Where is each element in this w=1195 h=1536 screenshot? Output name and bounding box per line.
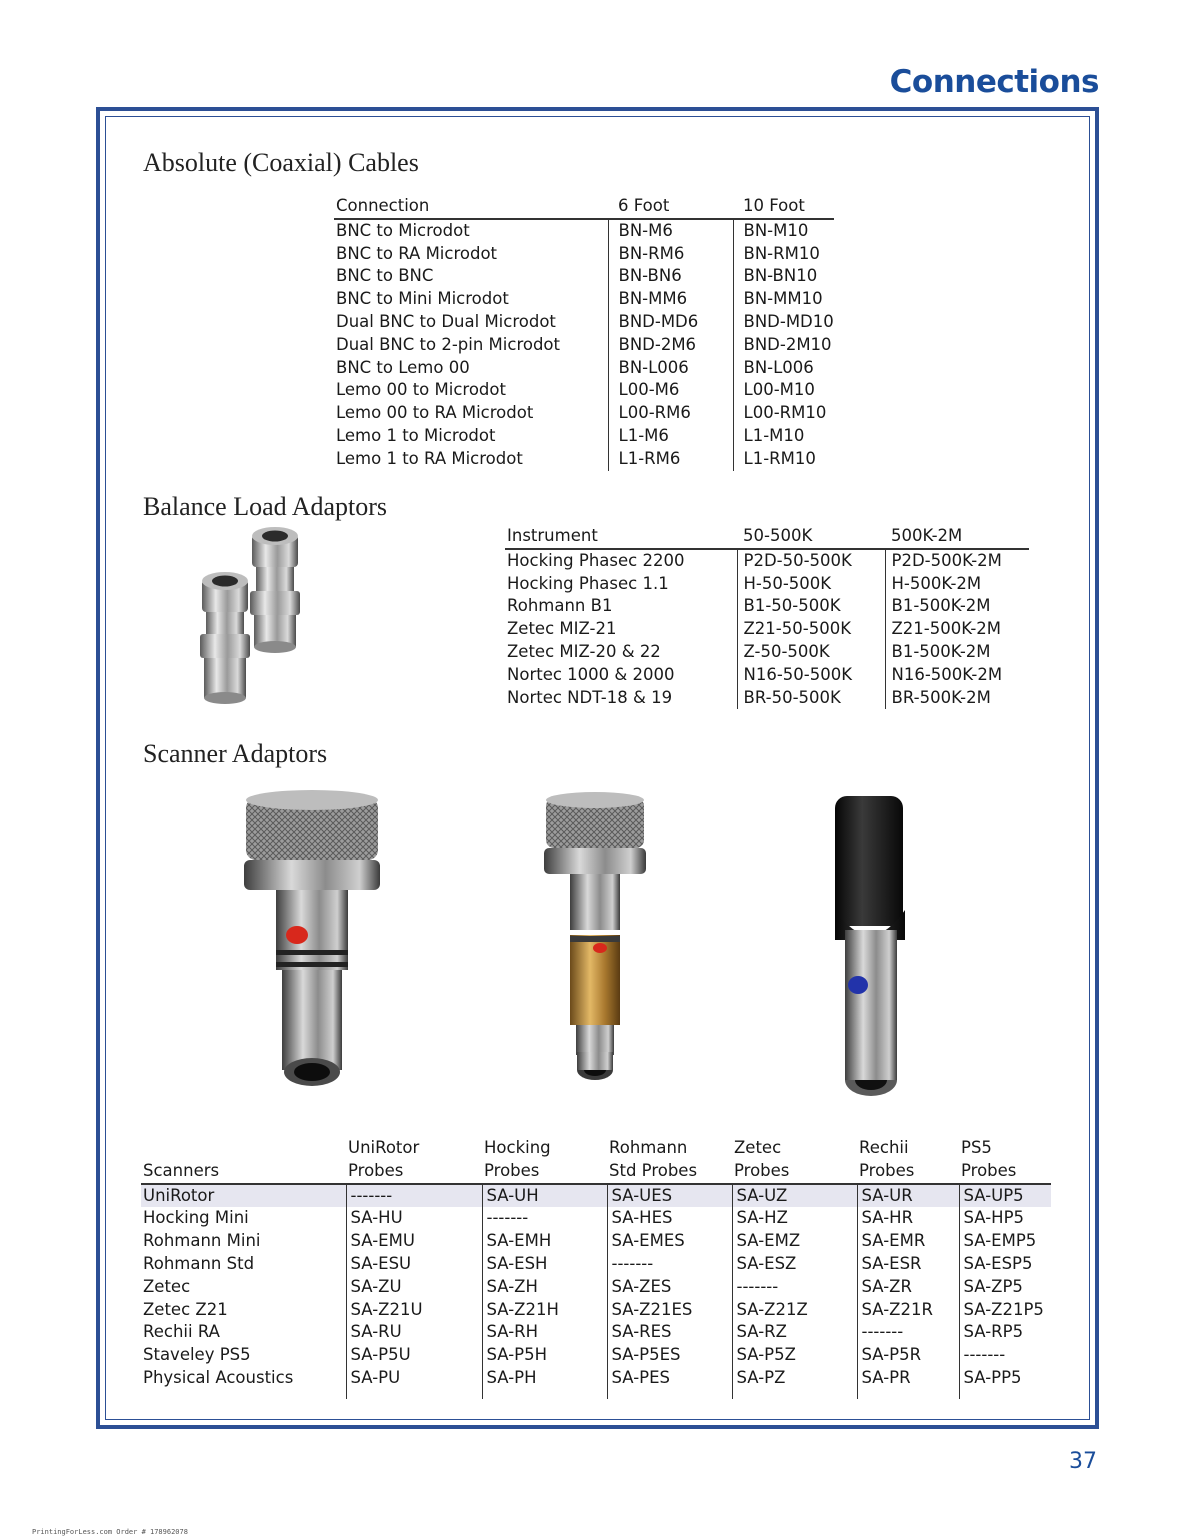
balance-part-high: B1-500K-2M bbox=[885, 641, 1029, 664]
scanner-part: SA-ZES bbox=[607, 1276, 732, 1299]
scanner-part: SA-ZH bbox=[482, 1276, 607, 1299]
cable-connection: Dual BNC to Dual Microdot bbox=[336, 311, 556, 331]
scanner-table bbox=[141, 1137, 1051, 1399]
scanner-part: SA-Z21ES bbox=[607, 1299, 732, 1322]
scanner-part: SA-RP5 bbox=[959, 1321, 1051, 1344]
scanner-part: SA-ESR bbox=[857, 1253, 959, 1276]
scanner-part: SA-P5ES bbox=[607, 1344, 732, 1367]
table-row bbox=[505, 641, 1029, 664]
balance-table bbox=[505, 525, 1029, 709]
balance-part-low: P2D-50-500K bbox=[737, 549, 885, 573]
scanner-part: SA-HES bbox=[607, 1207, 732, 1230]
bnc-connector-left bbox=[200, 572, 250, 704]
balance-part-high: N16-500K-2M bbox=[885, 664, 1029, 687]
scanner-part: SA-UES bbox=[607, 1184, 732, 1208]
scanner-name: Zetec Z21 bbox=[143, 1299, 228, 1319]
balance-part-high: BR-500K-2M bbox=[885, 687, 1029, 710]
cable-part-6ft: L00-RM6 bbox=[608, 402, 733, 425]
scanner-part: SA-Z21R bbox=[857, 1299, 959, 1322]
scanner-col-unirotor: UniRotor bbox=[348, 1138, 420, 1157]
balance-heading: Balance Load Adaptors bbox=[143, 492, 388, 521]
scanner-col-zetec: Zetec bbox=[734, 1138, 782, 1157]
scanner-part: SA-Z21P5 bbox=[959, 1299, 1051, 1322]
scanner-name: Zetec bbox=[143, 1276, 191, 1296]
cable-connection: Lemo 00 to RA Microdot bbox=[336, 403, 534, 423]
cable-part-10ft: BND-MD10 bbox=[733, 311, 834, 334]
scanner-col-probes: Probes bbox=[346, 1160, 482, 1184]
scanner-header-row-bottom bbox=[141, 1160, 1051, 1184]
scanner-part: SA-PP5 bbox=[959, 1367, 1051, 1399]
table-row bbox=[334, 357, 834, 380]
scanner-name: UniRotor bbox=[141, 1184, 346, 1208]
scanner-part: SA-RU bbox=[346, 1321, 482, 1344]
scanner-part: SA-UR bbox=[857, 1184, 959, 1208]
scanner-name: Hocking Mini bbox=[143, 1208, 249, 1228]
table-row bbox=[141, 1276, 1051, 1299]
balance-instrument: Hocking Phasec 1.1 bbox=[507, 573, 669, 593]
balance-part-high: Z21-500K-2M bbox=[885, 618, 1029, 641]
balance-col-500k-2m: 500K-2M bbox=[885, 525, 1029, 549]
cable-connection: Lemo 1 to RA Microdot bbox=[336, 448, 523, 468]
scanner-part: SA-PZ bbox=[732, 1367, 857, 1399]
scanner-name: Rohmann Std bbox=[143, 1253, 255, 1273]
balance-header-row bbox=[505, 525, 1029, 549]
scanner-part: SA-RZ bbox=[732, 1321, 857, 1344]
cable-part-6ft: BN-MM6 bbox=[608, 288, 733, 311]
cable-part-10ft: BND-2M10 bbox=[733, 334, 834, 357]
balance-col-50-500k: 50-500K bbox=[737, 525, 885, 549]
scanner-col-hocking: Hocking bbox=[484, 1138, 551, 1157]
balance-adaptor-photo bbox=[190, 525, 310, 720]
scanner-part: SA-P5U bbox=[346, 1344, 482, 1367]
balance-part-low: Z21-50-500K bbox=[737, 618, 885, 641]
table-row bbox=[334, 402, 834, 425]
table-row bbox=[505, 549, 1029, 573]
scanner-col-scanners: Scanners bbox=[141, 1160, 346, 1184]
cable-connection: BNC to Lemo 00 bbox=[336, 357, 470, 377]
scanner-col-probes: Probes bbox=[857, 1160, 959, 1184]
scanner-part: ------- bbox=[346, 1184, 482, 1208]
table-row bbox=[141, 1299, 1051, 1322]
cable-part-10ft: L00-M10 bbox=[733, 379, 834, 402]
scanner-col-ps5: PS5 bbox=[961, 1138, 992, 1157]
table-row bbox=[141, 1207, 1051, 1230]
balance-col-instrument: Instrument bbox=[505, 525, 737, 549]
cable-part-10ft: BN-L006 bbox=[733, 357, 834, 380]
balance-instrument: Nortec 1000 & 2000 bbox=[507, 664, 675, 684]
balance-instrument: Rohmann B1 bbox=[507, 596, 613, 616]
scanner-col-rechii: Rechii bbox=[859, 1138, 909, 1157]
scanner-name: Staveley PS5 bbox=[143, 1345, 251, 1365]
scanner-part: SA-PES bbox=[607, 1367, 732, 1399]
scanner-part: SA-EMP5 bbox=[959, 1230, 1051, 1253]
balance-instrument: Hocking Phasec 2200 bbox=[507, 550, 685, 570]
scanner-col-rohmann: Rohmann bbox=[609, 1138, 688, 1157]
table-row bbox=[334, 379, 834, 402]
cable-connection: BNC to Microdot bbox=[336, 220, 470, 240]
cable-connection: Lemo 00 to Microdot bbox=[336, 380, 506, 400]
cable-part-10ft: BN-RM10 bbox=[733, 243, 834, 266]
cable-part-10ft: L00-RM10 bbox=[733, 402, 834, 425]
scanner-part: SA-EMR bbox=[857, 1230, 959, 1253]
scanner-header-row-top bbox=[141, 1137, 1051, 1160]
scanner-part: SA-EMZ bbox=[732, 1230, 857, 1253]
cable-part-6ft: L1-M6 bbox=[608, 425, 733, 448]
table-row bbox=[505, 595, 1029, 618]
cable-part-10ft: BN-BN10 bbox=[733, 265, 834, 288]
cables-heading: Absolute (Coaxial) Cables bbox=[143, 148, 419, 177]
scanner-adaptor-photo-hocking bbox=[540, 790, 650, 1090]
scanner-part: SA-HR bbox=[857, 1207, 959, 1230]
table-row bbox=[334, 311, 834, 334]
table-row bbox=[334, 243, 834, 266]
cable-part-6ft: BN-L006 bbox=[608, 357, 733, 380]
table-row bbox=[334, 448, 834, 471]
balance-part-low: Z-50-500K bbox=[737, 641, 885, 664]
balance-part-high: H-500K-2M bbox=[885, 573, 1029, 596]
scanner-part: SA-ESP5 bbox=[959, 1253, 1051, 1276]
scanner-part: SA-P5Z bbox=[732, 1344, 857, 1367]
balance-part-low: B1-50-500K bbox=[737, 595, 885, 618]
balance-part-low: BR-50-500K bbox=[737, 687, 885, 710]
scanner-part: SA-UH bbox=[482, 1184, 607, 1208]
balance-instrument: Zetec MIZ-21 bbox=[507, 619, 617, 639]
table-row bbox=[505, 687, 1029, 710]
table-row bbox=[505, 573, 1029, 596]
table-row bbox=[141, 1253, 1051, 1276]
table-row bbox=[141, 1344, 1051, 1367]
scanner-adaptor-photo-unirotor bbox=[240, 790, 385, 1110]
scanner-col-probes: Probes bbox=[732, 1160, 857, 1184]
cable-part-10ft: BN-M10 bbox=[733, 219, 834, 243]
cables-header-row bbox=[334, 195, 834, 219]
cable-part-10ft: L1-M10 bbox=[733, 425, 834, 448]
scanner-heading: Scanner Adaptors bbox=[143, 739, 328, 768]
table-row bbox=[141, 1184, 1051, 1208]
balance-instrument: Zetec MIZ-20 & 22 bbox=[507, 641, 661, 661]
scanner-part: SA-EMU bbox=[346, 1230, 482, 1253]
balance-part-high: P2D-500K-2M bbox=[885, 549, 1029, 573]
scanner-part: SA-ESZ bbox=[732, 1253, 857, 1276]
table-row bbox=[334, 265, 834, 288]
scanner-part: SA-UP5 bbox=[959, 1184, 1051, 1208]
scanner-col-probes: Probes bbox=[482, 1160, 607, 1184]
scanner-part: SA-Z21U bbox=[346, 1299, 482, 1322]
scanner-part: SA-HU bbox=[346, 1207, 482, 1230]
table-row bbox=[334, 288, 834, 311]
scanner-part: ------- bbox=[607, 1253, 732, 1276]
cables-table bbox=[334, 195, 834, 471]
scanner-part: SA-HZ bbox=[732, 1207, 857, 1230]
balance-part-low: N16-50-500K bbox=[737, 664, 885, 687]
scanner-part: ------- bbox=[959, 1344, 1051, 1367]
scanner-part: SA-PH bbox=[482, 1367, 607, 1399]
scanner-part: ------- bbox=[857, 1321, 959, 1344]
cable-part-6ft: BND-MD6 bbox=[608, 311, 733, 334]
scanner-part: SA-Z21Z bbox=[732, 1299, 857, 1322]
cable-connection: BNC to Mini Microdot bbox=[336, 289, 509, 309]
scanner-part: SA-Z21H bbox=[482, 1299, 607, 1322]
cable-connection: Dual BNC to 2-pin Microdot bbox=[336, 334, 560, 354]
cables-col-6-foot: 6 Foot bbox=[608, 195, 733, 219]
scanner-name: Rohmann Mini bbox=[143, 1231, 261, 1251]
scanner-part: SA-RES bbox=[607, 1321, 732, 1344]
scanner-part: SA-P5R bbox=[857, 1344, 959, 1367]
cable-part-6ft: BN-RM6 bbox=[608, 243, 733, 266]
cable-part-10ft: BN-MM10 bbox=[733, 288, 834, 311]
scanner-part: SA-UZ bbox=[732, 1184, 857, 1208]
table-row bbox=[334, 334, 834, 357]
cable-part-6ft: L00-M6 bbox=[608, 379, 733, 402]
cable-part-10ft: L1-RM10 bbox=[733, 448, 834, 471]
scanner-part: SA-RH bbox=[482, 1321, 607, 1344]
scanner-part: SA-ZP5 bbox=[959, 1276, 1051, 1299]
cable-part-6ft: L1-RM6 bbox=[608, 448, 733, 471]
scanner-col-std-probes: Std Probes bbox=[607, 1160, 732, 1184]
table-row bbox=[141, 1367, 1051, 1399]
page-number: 37 bbox=[1069, 1449, 1097, 1474]
table-row bbox=[141, 1321, 1051, 1344]
scanner-part: SA-P5H bbox=[482, 1344, 607, 1367]
cable-connection: BNC to RA Microdot bbox=[336, 243, 498, 263]
table-row bbox=[505, 664, 1029, 687]
scanner-name: Rechii RA bbox=[143, 1322, 220, 1342]
scanner-col-blank bbox=[141, 1137, 346, 1160]
scanner-part: ------- bbox=[482, 1207, 607, 1230]
cable-part-6ft: BND-2M6 bbox=[608, 334, 733, 357]
table-row bbox=[141, 1230, 1051, 1253]
cables-col-10-foot: 10 Foot bbox=[733, 195, 834, 219]
bnc-connector-right bbox=[250, 527, 300, 653]
scanner-part: SA-ESH bbox=[482, 1253, 607, 1276]
cables-col-connection: Connection bbox=[334, 195, 608, 219]
scanner-part: SA-ZR bbox=[857, 1276, 959, 1299]
scanner-part: SA-EMES bbox=[607, 1230, 732, 1253]
scanner-part: SA-PR bbox=[857, 1367, 959, 1399]
scanner-part: SA-ESU bbox=[346, 1253, 482, 1276]
cable-connection: BNC to BNC bbox=[336, 266, 434, 286]
table-row bbox=[334, 219, 834, 243]
print-order-note: PrintingForLess.com Order # 178962078 bbox=[32, 1528, 188, 1536]
balance-part-high: B1-500K-2M bbox=[885, 595, 1029, 618]
table-row bbox=[505, 618, 1029, 641]
scanner-name: Physical Acoustics bbox=[143, 1367, 294, 1387]
scanner-part: SA-HP5 bbox=[959, 1207, 1051, 1230]
scanner-part: ------- bbox=[732, 1276, 857, 1299]
scanner-col-probes: Probes bbox=[959, 1160, 1051, 1184]
cable-connection: Lemo 1 to Microdot bbox=[336, 425, 496, 445]
balance-part-low: H-50-500K bbox=[737, 573, 885, 596]
table-row bbox=[334, 425, 834, 448]
scanner-part: SA-ZU bbox=[346, 1276, 482, 1299]
scanner-adaptor-photo-zetec bbox=[825, 790, 920, 1100]
cable-part-6ft: BN-M6 bbox=[608, 219, 733, 243]
scanner-part: SA-PU bbox=[346, 1367, 482, 1399]
balance-instrument: Nortec NDT-18 & 19 bbox=[507, 687, 673, 707]
page-title: Connections bbox=[889, 64, 1099, 100]
cable-part-6ft: BN-BN6 bbox=[608, 265, 733, 288]
scanner-part: SA-EMH bbox=[482, 1230, 607, 1253]
